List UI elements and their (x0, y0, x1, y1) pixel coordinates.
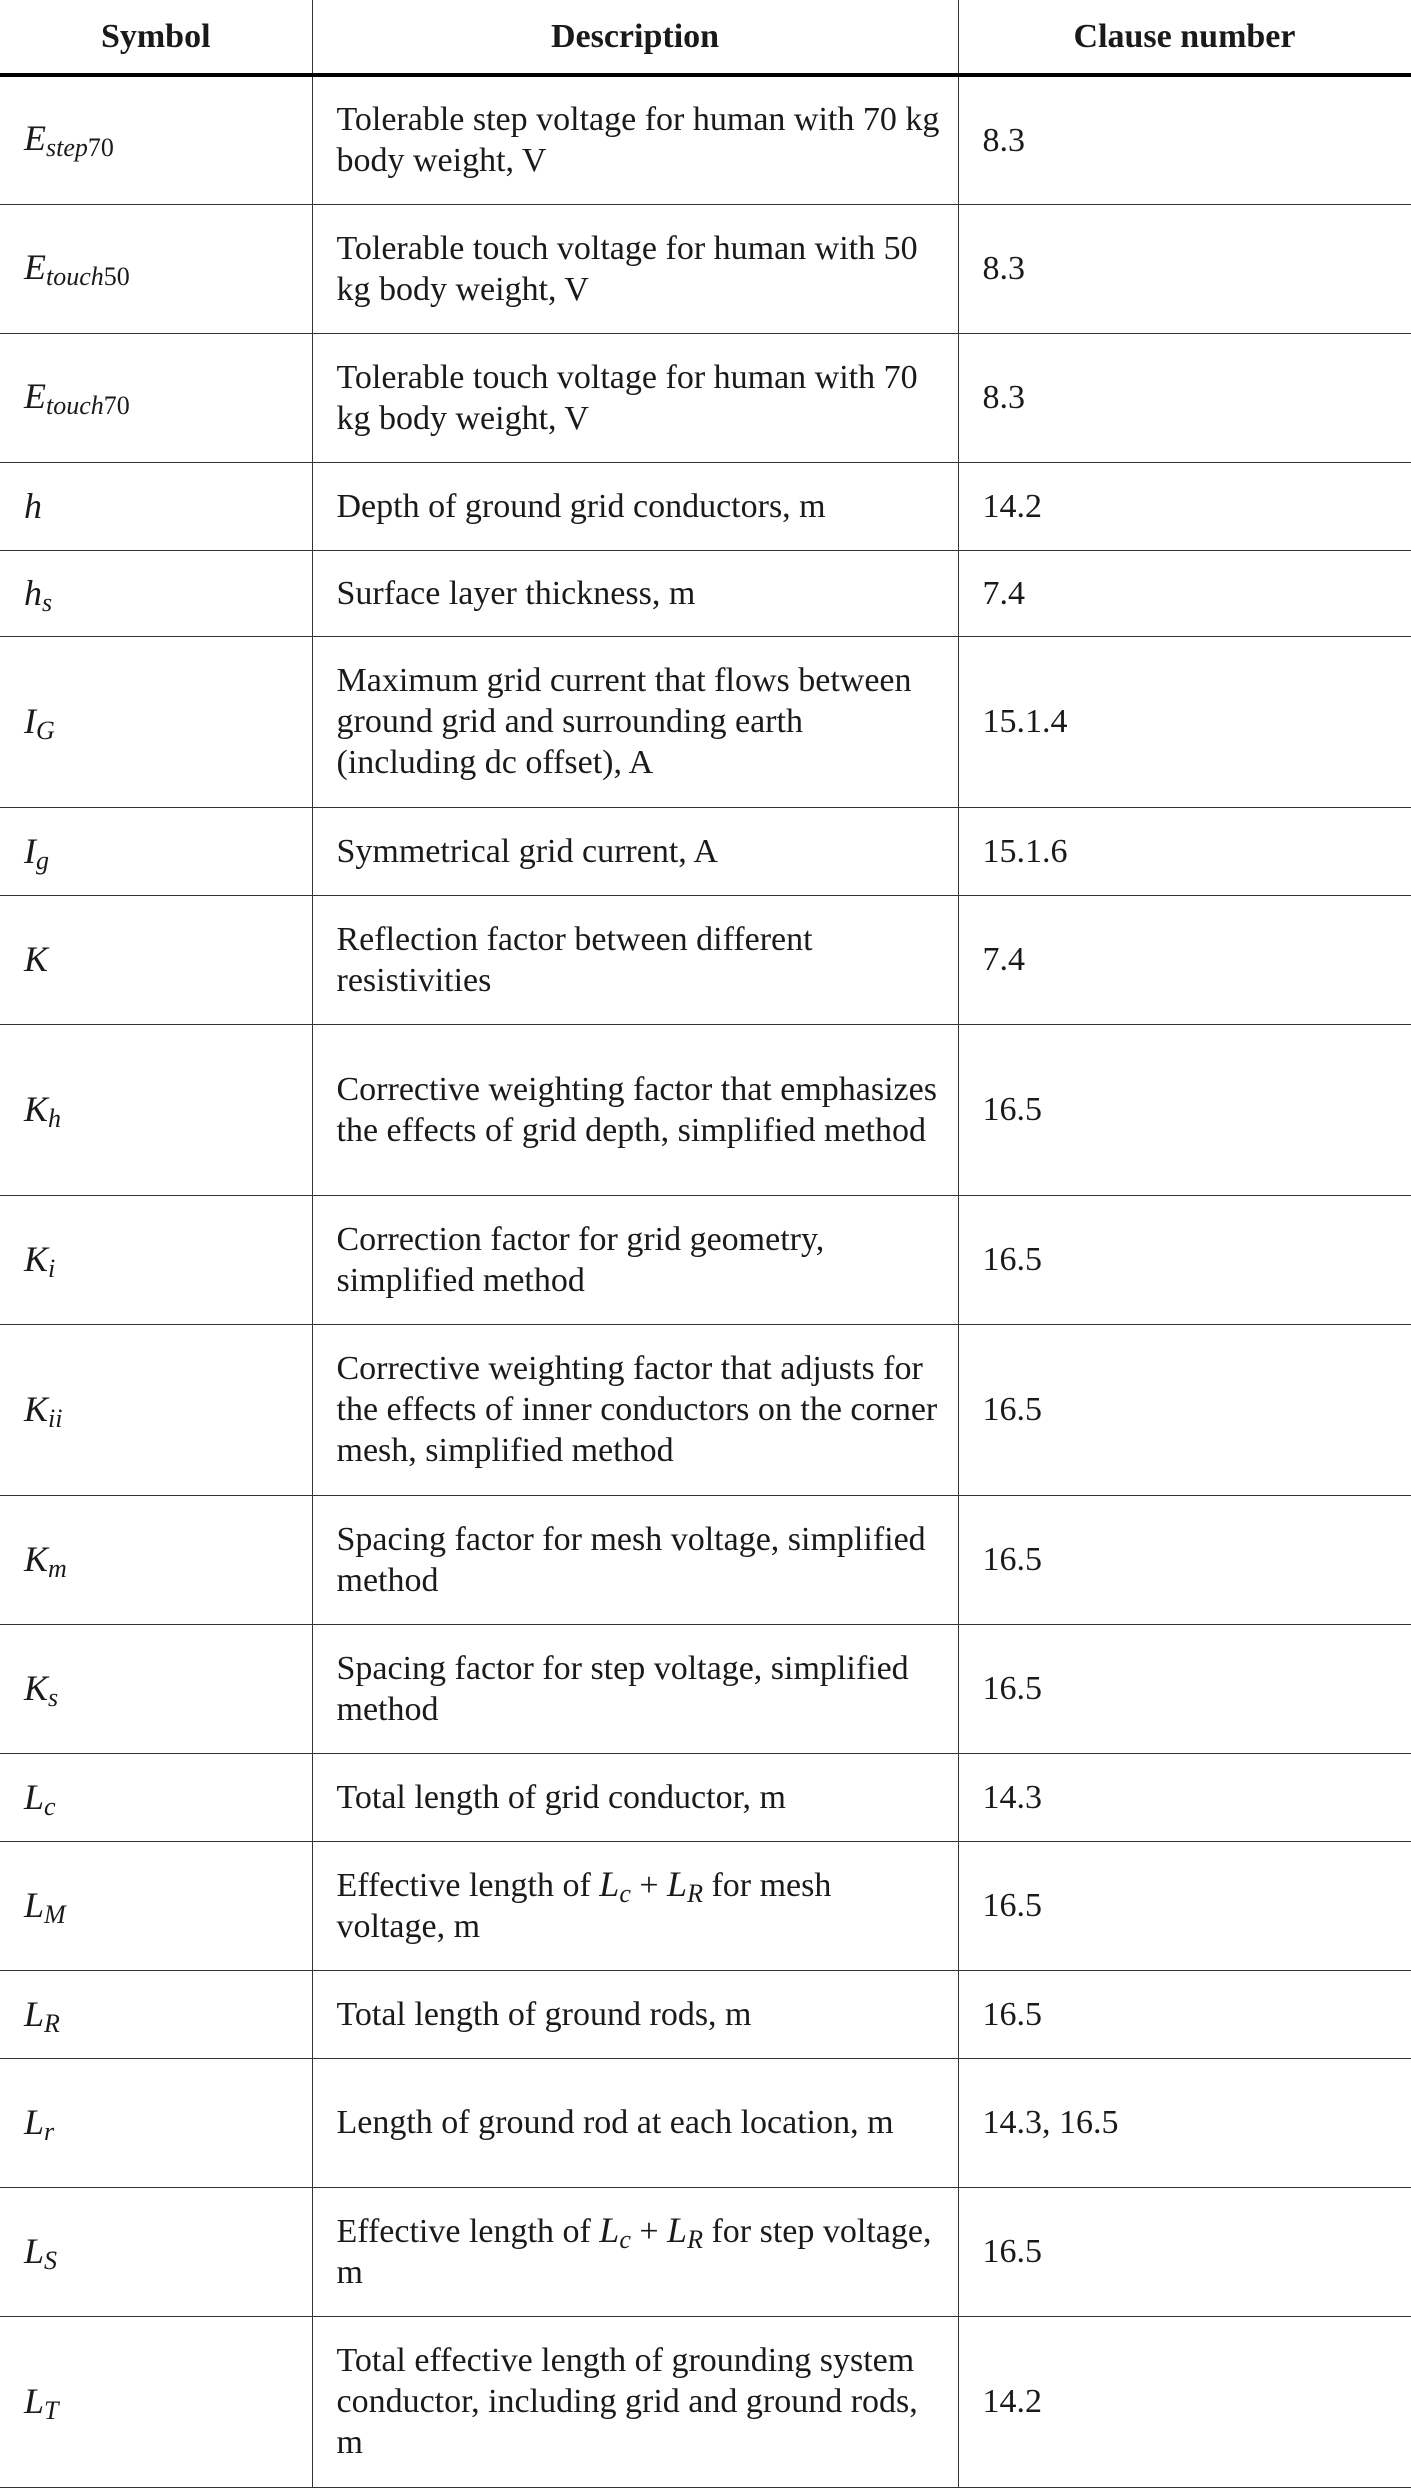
table-header (0, 0, 1411, 75)
symbol-subscript: T (44, 2396, 59, 2425)
symbol-base: L (24, 2231, 45, 2271)
description-cell: Length of ground rod at each location, m (312, 2058, 958, 2187)
description-cell (312, 2187, 958, 2316)
description-text: for mesh voltage, m (336, 1867, 832, 1945)
clause-cell: 14.3, 16.5 (958, 2058, 1411, 2187)
symbol-subscript: m (48, 1554, 67, 1583)
symbol-cell (0, 1195, 312, 1324)
clause-cell: 14.3 (958, 1753, 1411, 1841)
symbol-cell (0, 1495, 312, 1624)
description-cell: Total length of ground rods, m (312, 1970, 958, 2058)
symbol-cell (0, 2187, 312, 2316)
table-row (0, 462, 1411, 550)
symbol-cell (0, 2058, 312, 2187)
clause-cell: 15.1.6 (958, 807, 1411, 895)
description-cell: Corrective weighting factor that emphasizes the effects of grid depth, simplified method (312, 1024, 958, 1195)
formula-subscript: c (619, 1879, 631, 1908)
symbol-base: I (24, 701, 36, 741)
symbol-cell (0, 807, 312, 895)
clause-cell: 16.5 (958, 1841, 1411, 1970)
symbol-cell (0, 1970, 312, 2058)
symbol-base: L (24, 1885, 45, 1925)
header-description: Description (312, 0, 958, 75)
table-row (0, 1495, 1411, 1624)
formula-term (599, 1864, 631, 1908)
table-row (0, 895, 1411, 1024)
symbol-cell (0, 895, 312, 1024)
symbol-cell (0, 1024, 312, 1195)
symbol-subscript-number: 50 (103, 261, 130, 291)
table-row (0, 807, 1411, 895)
table-row (0, 636, 1411, 807)
table-row (0, 2058, 1411, 2187)
table-row (0, 204, 1411, 333)
symbol-base: E (24, 118, 46, 159)
symbol-cell (0, 333, 312, 462)
formula-term (667, 2210, 703, 2254)
description-text: for step voltage, m (336, 2213, 932, 2291)
symbol-cell (0, 1753, 312, 1841)
clause-cell: 16.5 (958, 1024, 1411, 1195)
clause-cell: 15.1.4 (958, 636, 1411, 807)
description-cell: Tolerable touch voltage for human with 50 kg body weight, V (312, 204, 958, 333)
symbol-subscript: G (36, 716, 55, 745)
description-cell: Corrective weighting factor that adjusts for the effects of inner conductors on the corner mesh, simplified method (312, 1324, 958, 1495)
plus-sign: + (630, 2213, 668, 2250)
description-cell (312, 1841, 958, 1970)
clause-cell: 7.4 (958, 550, 1411, 636)
table-row (0, 550, 1411, 636)
symbol-subscript-number: 70 (87, 133, 114, 163)
description-text: Effective length of (336, 2213, 600, 2250)
description-cell: Maximum grid current that flows between ground grid and surrounding earth (including dc offset), A (312, 636, 958, 807)
description-cell: Tolerable touch voltage for human with 70 kg body weight, V (312, 333, 958, 462)
symbol-subscript: g (36, 845, 49, 875)
symbol-cell (0, 636, 312, 807)
table-row (0, 1841, 1411, 1970)
symbol-cell (0, 550, 312, 636)
symbol-cell (0, 75, 312, 204)
symbol-base: E (24, 246, 46, 287)
description-cell: Total length of grid conductor, m (312, 1753, 958, 1841)
header-clause-number: Clause number (958, 0, 1411, 75)
clause-cell: 7.4 (958, 895, 1411, 1024)
table-row (0, 75, 1411, 204)
symbol-cell (0, 1324, 312, 1495)
table-body (0, 75, 1411, 2487)
clause-cell: 16.5 (958, 1495, 1411, 1624)
symbol-subscript: c (44, 1791, 56, 1821)
description-cell: Tolerable step voltage for human with 70 kg body weight, V (312, 75, 958, 204)
symbol-base: h (24, 485, 42, 526)
symbol-base: L (24, 1776, 45, 1817)
symbol-base: K (24, 1089, 49, 1129)
symbol-cell (0, 1841, 312, 1970)
description-cell: Total effective length of grounding system conductor, including grid and ground rods, m (312, 2316, 958, 2487)
formula-base: L (599, 2210, 620, 2250)
symbol-base: E (24, 375, 46, 416)
table-row (0, 1195, 1411, 1324)
clause-cell: 16.5 (958, 1970, 1411, 2058)
symbol-subscript: touch (46, 261, 104, 291)
symbol-cell (0, 1624, 312, 1753)
header-row (0, 0, 1411, 75)
symbol-cell (0, 2316, 312, 2487)
symbol-base: L (24, 2381, 45, 2421)
table-row (0, 1324, 1411, 1495)
formula-term (599, 2210, 631, 2254)
symbol-subscript: S (44, 2246, 58, 2275)
symbol-base: K (24, 1668, 49, 1708)
table-row (0, 1024, 1411, 1195)
clause-cell: 14.2 (958, 462, 1411, 550)
symbol-base: h (24, 572, 42, 613)
description-cell: Symmetrical grid current, A (312, 807, 958, 895)
table-row (0, 2187, 1411, 2316)
symbol-cell (0, 462, 312, 550)
clause-cell: 16.5 (958, 1624, 1411, 1753)
symbol-base: K (24, 1389, 49, 1429)
formula-base: L (599, 1864, 620, 1904)
symbol-subscript: r (44, 2117, 55, 2146)
clause-cell: 16.5 (958, 1324, 1411, 1495)
clause-cell: 14.2 (958, 2316, 1411, 2487)
description-cell: Surface layer thickness, m (312, 550, 958, 636)
description-cell: Correction factor for grid geometry, simplified method (312, 1195, 958, 1324)
formula-subscript: R (687, 1879, 703, 1908)
table-row (0, 1624, 1411, 1753)
table-row (0, 1970, 1411, 2058)
symbol-subscript: i (48, 1254, 56, 1283)
plus-sign: + (630, 1867, 668, 1904)
formula-term (667, 1864, 703, 1908)
formula-subscript: c (619, 2225, 631, 2254)
formula-subscript: R (687, 2225, 703, 2254)
symbol-subscript: M (44, 1900, 66, 1929)
clause-cell: 16.5 (958, 2187, 1411, 2316)
symbol-base: K (24, 1539, 49, 1579)
clause-cell: 16.5 (958, 1195, 1411, 1324)
symbol-base: L (24, 2102, 45, 2142)
symbol-subscript: step (46, 133, 88, 163)
description-text: Effective length of (336, 1867, 600, 1904)
description-cell: Reflection factor between different resistivities (312, 895, 958, 1024)
description-cell: Spacing factor for step voltage, simplified method (312, 1624, 958, 1753)
header-symbol: Symbol (0, 0, 312, 75)
table-row (0, 2316, 1411, 2487)
symbol-cell (0, 204, 312, 333)
description-cell: Spacing factor for mesh voltage, simplified method (312, 1495, 958, 1624)
clause-cell: 8.3 (958, 204, 1411, 333)
table-row (0, 333, 1411, 462)
formula-base: L (667, 2210, 688, 2250)
symbol-subscript: s (48, 1683, 59, 1712)
symbol-subscript: ii (48, 1404, 63, 1433)
symbol-subscript: s (42, 587, 53, 617)
clause-cell: 8.3 (958, 75, 1411, 204)
symbol-base: I (24, 830, 36, 871)
formula-base: L (667, 1864, 688, 1904)
symbol-subscript-number: 70 (103, 390, 130, 420)
symbol-base: L (24, 1993, 45, 2034)
symbol-base: K (24, 939, 49, 979)
symbol-subscript: touch (46, 390, 104, 420)
table-row (0, 1753, 1411, 1841)
symbol-subscript: h (48, 1104, 62, 1133)
description-cell: Depth of ground grid conductors, m (312, 462, 958, 550)
symbol-base: K (24, 1239, 49, 1279)
symbol-subscript: R (44, 2008, 60, 2038)
clause-cell: 8.3 (958, 333, 1411, 462)
